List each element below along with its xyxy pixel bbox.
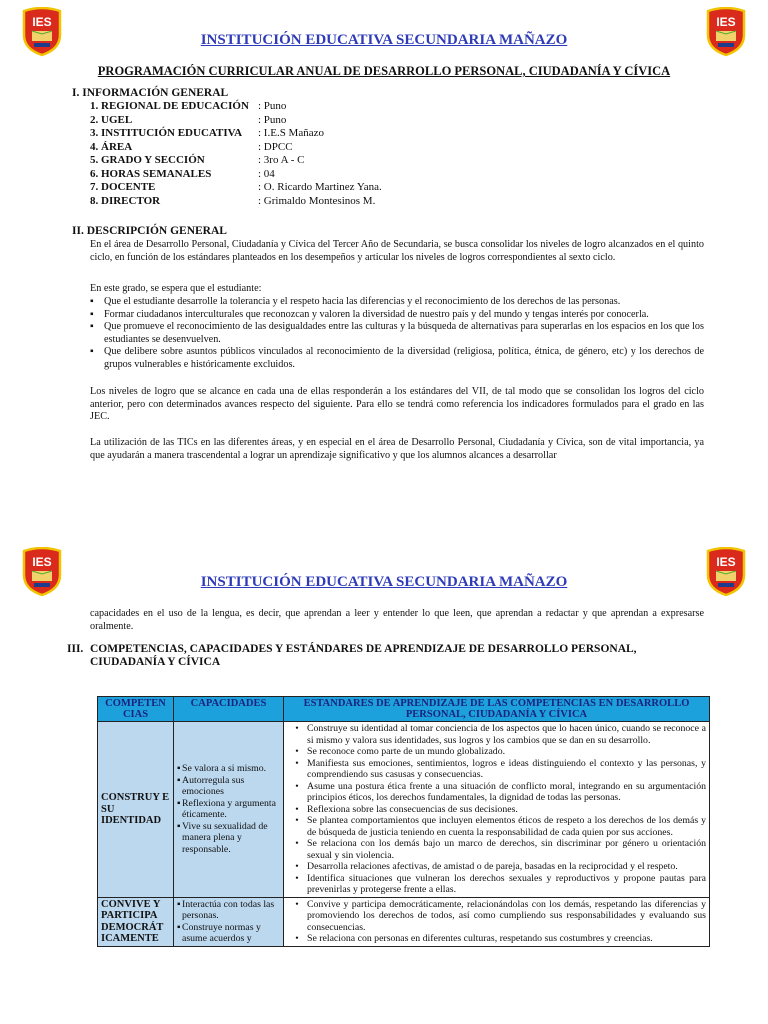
bullet-item: ▪ Que el estudiante desarrolle la tolerancia y el respeto hacia las diferencias y el reconocimiento de los derechos de las personas.: [90, 296, 621, 307]
info-row: 4. ÁREA : DPCC: [90, 140, 293, 153]
list-item: ▪ Vive su sexualidad de manera plena y responsable.: [177, 820, 268, 855]
page-gap: [0, 500, 768, 540]
list-item: • Construye su identidad al tomar conciencia de los aspectos que lo hacen único, cuando se reconoce a si mismo y valora sus identidades, sus logros y los cambios que se dan en su desarrollo.: [295, 723, 706, 746]
institution-title: INSTITUCIÓN EDUCATIVA SECUNDARIA MAÑAZO: [200, 574, 568, 590]
section-3-number: III.: [67, 643, 84, 655]
list-item: • Desarrolla relaciones afectivas, de amistad o de pareja, basadas en la reciprocidad y el respeto.: [295, 861, 678, 872]
info-row: 6. HORAS SEMANALES : 04: [90, 167, 275, 180]
list-item: ▪ Autorregula sus emociones: [177, 774, 245, 798]
page-2: [0, 540, 768, 1024]
info-row: 8. DIRECTOR : Grimaldo Montesinos M.: [90, 194, 376, 207]
info-row: 5. GRADO Y SECCIÓN : 3ro A - C: [90, 154, 305, 166]
header-estandares: ESTANDARES DE APRENDIZAJE DE LAS COMPETENCIAS EN DESARROLLO PERSONAL, CIUDADANÍA Y CÍVICA: [284, 697, 710, 722]
table-header-row: [98, 697, 710, 722]
list-item: • Convive y participa democráticamente, relacionándolas con los demás, respetando las diferencias y promoviendo los derechos de todos, así como cumpliendo sus responsabilidades y evaluando sus consecuencias.: [295, 898, 706, 933]
list-item: • Se relaciona con personas en diferentes culturas, respetando sus costumbres y creencias.: [295, 933, 653, 944]
bullet-item: ▪ Que promueve el reconocimiento de las desigualdades entre las culturas y la búsqueda de alternativas para superarlas en los espacios en los que los estudiantes se desenvuelven.: [90, 321, 704, 345]
info-row: 3. INSTITUCIÓN EDUCATIVA : I.E.S Mañazo: [90, 127, 324, 139]
table-row: [98, 722, 710, 898]
institution-title: INSTITUCIÓN EDUCATIVA SECUNDARIA MAÑAZO: [200, 32, 568, 48]
competencia-cell: CONSTRUY E SU IDENTIDAD: [98, 722, 174, 898]
table-row: [98, 897, 710, 946]
tics-paragraph-continued: capacidades en el uso de la lengua, es decir, que aprendan a leer y entender lo que leen, que aprendan a redactar y que aprendan a expresarse oralmente.: [90, 608, 704, 632]
expectation-bullets: [90, 296, 704, 372]
description-paragraph: En el área de Desarrollo Personal, Ciudadanía y Cívica del Tercer Año de Secundaria, se busca consolidar los niveles de logro alcanzados en el quinto ciclo, en función de los estándares planteados en los desempeños y articular los niveles de logros correspondientes al sexto ciclo.: [90, 239, 704, 263]
section-1-heading: I. INFORMACIÓN GENERAL: [72, 87, 229, 99]
list-item: • Se plantea comportamientos que incluyen elementos éticos de respeto a los derechos de los demás y de búsqueda de justicia teniendo en cuenta la responsabilidad de cada quien por sus acciones.: [295, 815, 706, 838]
document-title: PROGRAMACIÓN CURRICULAR ANUAL DE DESARROLLO PERSONAL, CIUDADANÍA Y CÍVICA: [97, 64, 671, 78]
list-item: ▪ Interactúa con todas las personas.: [177, 898, 275, 921]
header-competencias: COMPETEN CIAS: [98, 697, 174, 722]
bullet-item: ▪ Formar ciudadanos interculturales que reconozcan y valoren la diversidad de nuestro país y del mundo y tengas interés por conocerla.: [90, 308, 649, 320]
list-item: • Se reconoce como parte de un mundo globalizado.: [295, 746, 506, 757]
tics-paragraph: La utilización de las TICs en las diferentes áreas, y en especial en el área de Desarrollo Personal, Ciudadanía y Cívica, son de vital importancia, ya que ayudarán a manera trascendental a lograr un aprendizaje significativo y que los alumnos alcances a desarrollar: [90, 437, 704, 461]
capacidades-cell: [174, 897, 284, 946]
svg-text:IES: IES: [716, 15, 736, 29]
page-1: [0, 0, 768, 500]
achievement-paragraph: Los niveles de logro que se alcance en cada una de ellas responderán a los estándares del VII, de tal modo que se consolidan los logros del ciclo anterior, pero con determinados avances respecto del siguiente. Para ello se tendrá como referencia los indicadores formulados para el grado en las JEC.: [90, 386, 704, 423]
list-item: • Manifiesta sus emociones, sentimientos, logros e ideas distinguiendo el contexto y las personas, y comprendiendo sus casusas y consecuencias.: [295, 757, 706, 780]
capacidades-cell: [174, 722, 284, 898]
list-item: • Identifica situaciones que vulneran los derechos sexuales y reproductivos y propone pautas para prevenirlas y protegerse frente a ellas.: [295, 872, 706, 895]
bullet-item: ▪ Que delibere sobre asuntos públicos vinculados al reconocimiento de la diversidad (religiosa, política, étnica, de género, etc) y los derechos de grupos vulnerables e históricamente excluidos.: [90, 346, 704, 370]
header-capacidades: CAPACIDADES: [174, 697, 284, 722]
general-info-list: [90, 100, 382, 208]
info-row: 1. REGIONAL DE EDUCACIÓN : Puno: [90, 100, 287, 112]
list-item: • Reflexiona sobre las consecuencias de sus decisiones.: [295, 803, 518, 815]
list-item: ▪ Reflexiona y argumenta éticamente.: [177, 797, 276, 821]
expectation-intro: En este grado, se espera que el estudiante:: [90, 283, 262, 294]
estandares-cell: [284, 897, 710, 946]
section-2-heading: II. DESCRIPCIÓN GENERAL: [72, 225, 227, 237]
list-item: • Se relaciona con los demás bajo un marco de derechos, sin discriminar por género u orientación sexual y sin violencia.: [295, 838, 706, 861]
svg-text:IES: IES: [32, 555, 52, 569]
competencies-table: [97, 696, 710, 947]
section-3-heading: COMPETENCIAS, CAPACIDADES Y ESTÁNDARES DE APRENDIZAJE DE DESARROLLO PERSONAL, CIUDADANÍA Y CÍVICA: [90, 643, 637, 668]
list-item: ▪ Se valora a si mismo.: [177, 763, 267, 775]
info-row: 2. UGEL : Puno: [90, 113, 287, 126]
competencia-cell: CONVIVE Y PARTICIPA DEMOCRÁT ICAMENTE: [98, 897, 174, 946]
svg-text:IES: IES: [32, 15, 52, 29]
info-row: 7. DOCENTE : O. Ricardo Martinez Yana.: [90, 181, 382, 193]
svg-text:IES: IES: [716, 555, 736, 569]
list-item: ▪ Construye normas y asume acuerdos y: [177, 921, 261, 944]
list-item: • Asume una postura ética frente a una situación de conflicto moral, integrando en su argumentación principios éticos, los derechos fundamentales, la dignidad de todas las personas.: [295, 780, 706, 803]
estandares-cell: [284, 722, 710, 898]
